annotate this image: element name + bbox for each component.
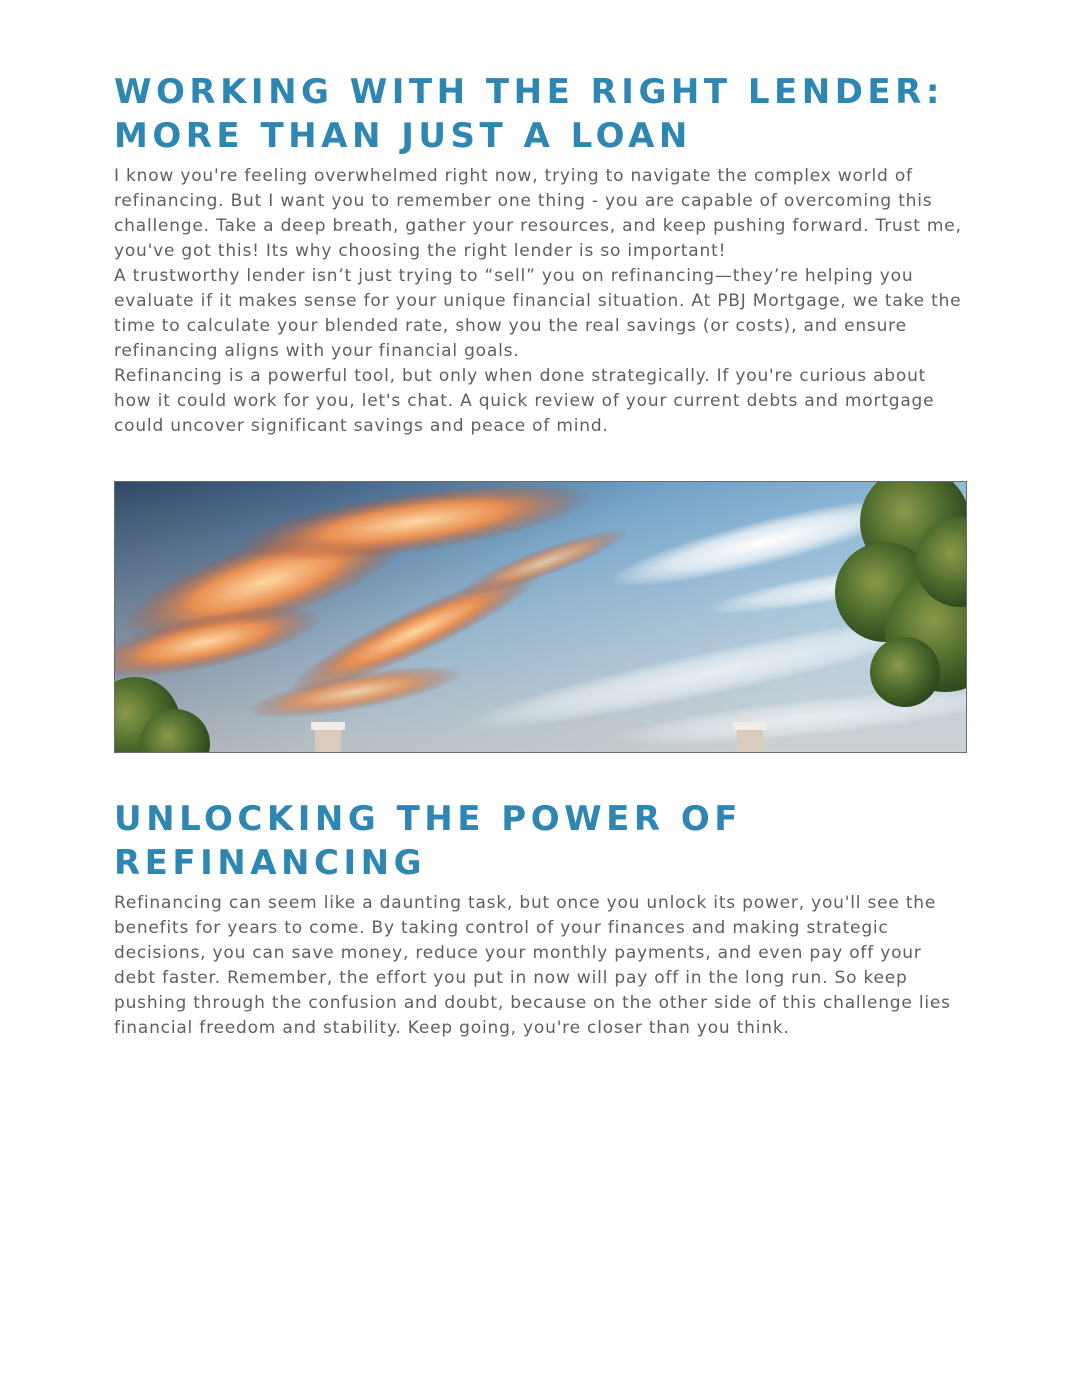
paragraph: Refinancing is a powerful tool, but only when done strategically. If you're curious about how it could work for you, let's chat. A quick review of your current debts and mortgage could uncover significant savings and peace of mind. bbox=[114, 366, 935, 436]
paragraph: I know you're feeling overwhelmed right now, trying to navigate the complex world of refinancing. But I want you to remember one thing - you are capable of overcoming this challenge. Take a deep breath, gather your resources, and keep pushing forward. Trust me, you've got this! Its why choosing the right lender is so important! bbox=[114, 166, 962, 261]
paragraph: A trustworthy lender isn’t just trying to “sell” you on refinancing—they’re helping you evaluate if it makes sense for your unique financial situation. At PBJ Mortgage, we take the time to calculate your blended rate, show you the real savings (or costs), and ensure refinancing aligns with your financial goals. bbox=[114, 266, 962, 361]
section-body-lender bbox=[114, 164, 967, 439]
paragraph: Refinancing can seem like a daunting task, but once you unlock its power, you'll see the benefits for years to come. By taking control of your finances and making strategic decisions, you can save money, reduce your monthly payments, and even pay off your debt faster. Remember, the effort you put in now will pay off in the long run. So keep pushing through the confusion and doubt, because on the other side of this challenge lies financial freedom and stability. Keep going, you're closer than you think. bbox=[114, 893, 951, 1038]
section-title-lender: WORKING WITH THE RIGHT LENDER: MORE THAN JUST A LOAN bbox=[114, 72, 944, 156]
sky-illustration bbox=[115, 482, 966, 752]
section-lender bbox=[114, 70, 967, 439]
section-title-refinancing: UNLOCKING THE POWER OF REFINANCING bbox=[114, 799, 742, 883]
section-body-refinancing bbox=[114, 891, 967, 1041]
document-page bbox=[114, 70, 967, 1041]
section-refinancing bbox=[114, 797, 967, 1041]
sky-with-clouds-and-trees-image bbox=[114, 481, 967, 753]
